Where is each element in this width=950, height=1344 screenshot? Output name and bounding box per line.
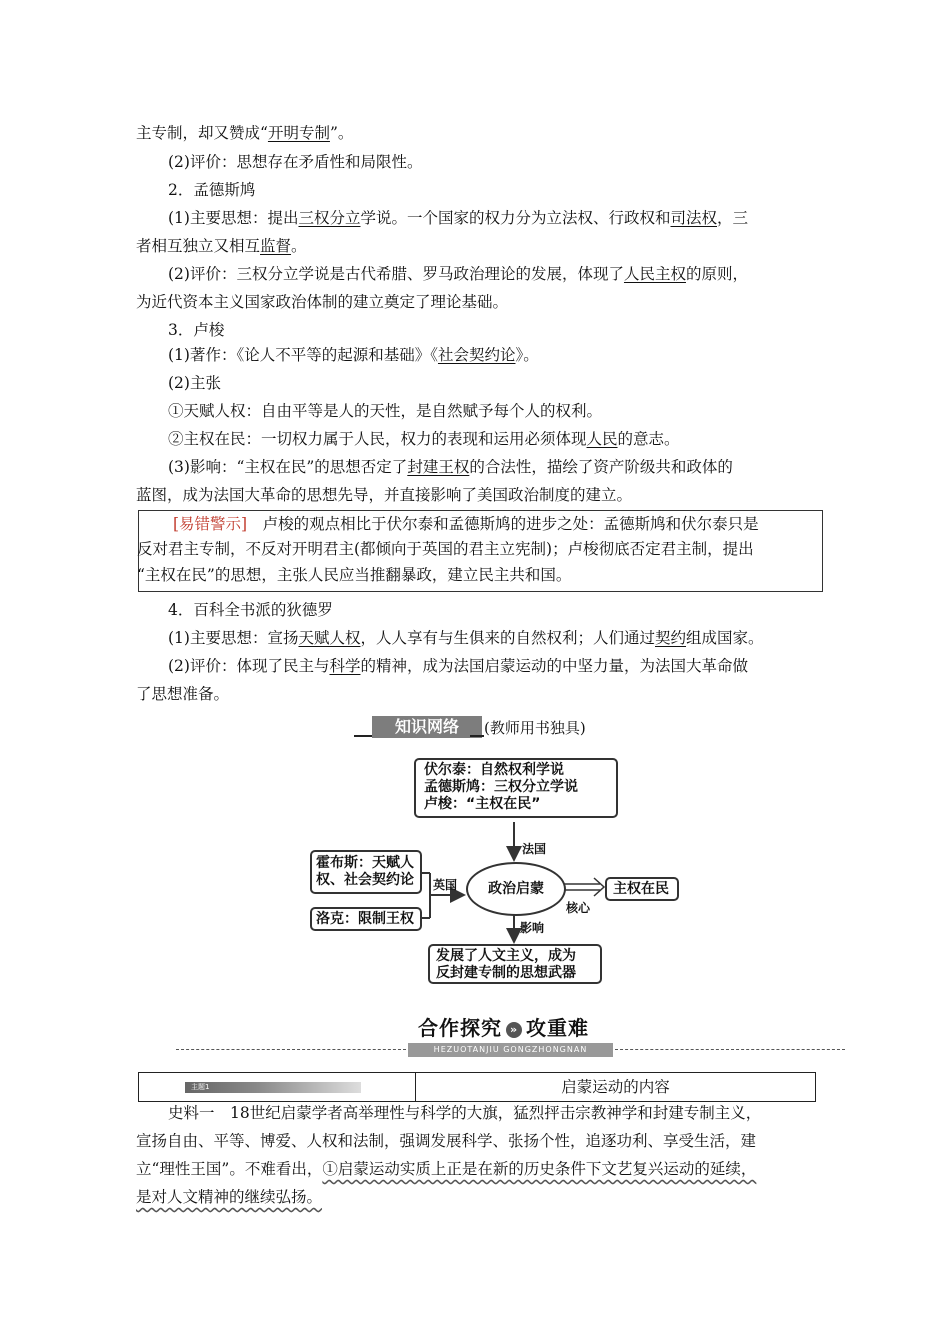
text-line: (2)主张	[168, 374, 221, 392]
text: 立“理性王国”。不难看出，	[136, 1160, 323, 1178]
center-node: 政治启蒙	[466, 862, 566, 916]
text: 学说。一个国家的权力分为立法权、行政权和	[360, 209, 671, 227]
text-line: ①天赋人权：自由平等是人的天性，是自然赋予每个人的权利。	[168, 402, 603, 420]
text: (1)主要思想：提出	[168, 209, 299, 227]
warning-line: “主权在民”的思想，主张人民应当推翻暴政，建立民主共和国。	[137, 566, 572, 584]
core-box: 主权在民	[605, 877, 679, 901]
divider	[176, 1049, 406, 1050]
box-line: 反封建专制的思想武器	[436, 965, 576, 981]
box-line: 孟德斯鸠：三权分立学说	[424, 779, 578, 795]
france-box	[414, 758, 618, 818]
hobbes-box	[310, 850, 422, 894]
underlined-term: 监督	[260, 237, 292, 255]
text-line: (2)评价：思想存在矛盾性和局限性。	[168, 153, 423, 171]
box-line: 伏尔泰：自然权利学说	[424, 762, 564, 778]
topic-tag: 主题1	[185, 1082, 361, 1093]
label-france: 法国	[522, 842, 547, 856]
warning-tag: [易错警示]	[173, 515, 248, 533]
text: 的意志。	[617, 430, 680, 448]
emphasized-text: ①启蒙运动实质上正是在新的历史条件下文艺复兴运动的延续，	[322, 1160, 757, 1178]
text: (2)评价：体现了民主与	[168, 657, 330, 675]
underlined-term: 三权分立	[298, 209, 361, 227]
text: 主专制，却又赞成“	[136, 124, 268, 142]
text: ②主权在民：一切权力属于人民，权力的表现和运用必须体现	[168, 430, 587, 448]
text: (2)评价：三权分立学说是古代希腊、罗马政治理论的发展，体现了	[168, 265, 624, 283]
underlined-term: 契约	[655, 629, 687, 647]
text: 》。	[515, 346, 539, 364]
text: 者相互独立又相互	[136, 237, 261, 255]
text: 卢梭的观点相比于伏尔泰和孟德斯鸠的进步之处：孟德斯鸠和伏尔泰只是	[262, 515, 759, 533]
network-title: 知识网络	[372, 716, 482, 738]
underlined-term: 科学	[329, 657, 361, 675]
box-line: 霍布斯：天赋人	[316, 855, 414, 871]
section-heading: 3．卢梭	[168, 321, 225, 339]
box-line: 发展了人文主义，成为	[436, 948, 576, 964]
label-england: 英国	[433, 878, 458, 892]
divider	[615, 1049, 845, 1050]
network-note: (教师用书独具)	[484, 719, 586, 737]
underlined-term: 天赋人权	[298, 629, 361, 647]
underlined-term: 封建王权	[407, 458, 470, 476]
label-influence: 影响	[520, 921, 545, 935]
underlined-term: 人民主权	[623, 265, 686, 283]
warning-line: 反对君主专制，不反对开明君主(都倾向于英国的君主立宪制)；卢梭彻底否定君主制，提出	[137, 540, 754, 558]
banner-title-part: 合作探究	[418, 1016, 502, 1040]
text: (1)著作：《论人不平等的起源和基础》《	[168, 346, 438, 364]
text: (1)主要思想：宣扬	[168, 629, 299, 647]
banner-title-part: 攻重难	[526, 1016, 589, 1040]
topic-tag-cell	[139, 1073, 416, 1101]
text: (3)影响：“主权在民”的思想否定了	[168, 458, 408, 476]
text-line: 蓝图，成为法国大革命的思想先导，并直接影响了美国政治制度的建立。	[136, 486, 633, 504]
chevron-right-icon: »	[506, 1022, 522, 1038]
text-line	[136, 1183, 816, 1212]
result-box	[428, 944, 602, 984]
topic-header	[138, 1072, 816, 1102]
text: 的精神，成为法国启蒙运动的中坚力量，为法国大革命做	[360, 657, 748, 675]
label-core: 核心	[566, 901, 591, 915]
text-line: 了思想准备。	[136, 685, 230, 703]
text: ，三	[717, 209, 749, 227]
locke-box: 洛克：限制王权	[310, 907, 422, 931]
topic-title: 启蒙运动的内容	[561, 1078, 670, 1096]
emphasized-text: 是对人文精神的继续弘扬。	[136, 1188, 323, 1206]
box-line: 卢梭：“主权在民”	[424, 796, 541, 812]
underlined-term: 人民	[586, 430, 618, 448]
text-line: 史料一 18世纪启蒙学者高举理性与科学的大旗，猛烈抨击宗教神学和封建专制主义，	[168, 1104, 762, 1122]
underlined-term: 开明专制	[267, 124, 330, 142]
text: 的合法性，描绘了资产阶级共和政体的	[469, 458, 733, 476]
text-line: 为近代资本主义国家政治体制的建立奠定了理论基础。	[136, 293, 509, 311]
box-line: 权、社会契约论	[316, 872, 414, 888]
section-heading: 2．孟德斯鸠	[168, 181, 256, 199]
text: 。	[291, 237, 307, 255]
text: ，人人享有与生俱来的自然权利；人们通过	[360, 629, 655, 647]
underlined-term: 社会契约论	[437, 346, 516, 364]
text: 的原则，	[685, 265, 748, 283]
text-line: 宣扬自由、平等、博爱、人权和法制，强调发展科学、张扬个性，追逐功利、享受生活，建	[136, 1132, 757, 1150]
section-heading: 4．百科全书派的狄德罗	[168, 601, 333, 619]
text: 组成国家。	[686, 629, 764, 647]
text-line	[136, 1155, 816, 1184]
text: ”。	[329, 124, 354, 142]
underlined-term: 司法权	[670, 209, 718, 227]
banner-title	[418, 1015, 589, 1041]
banner-subtitle: HEZUOTANJIU GONGZHONGNAN	[408, 1043, 613, 1057]
